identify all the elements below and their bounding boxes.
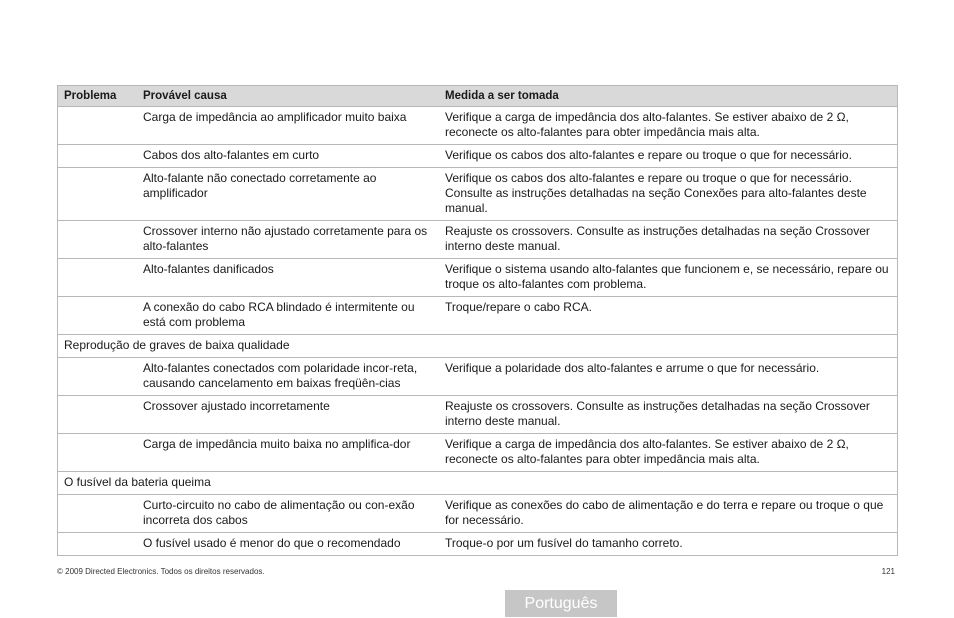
problem-cell: [58, 434, 137, 472]
header-action: Medida a ser tomada: [439, 86, 898, 107]
table-row: [58, 495, 898, 533]
copyright-notice: © 2009 Directed Electronics. Todos os direitos reservados.: [57, 567, 265, 576]
problem-cell: [58, 259, 137, 297]
cause-cell: Alto-falantes danificados: [137, 259, 439, 297]
problem-cell: [58, 221, 137, 259]
action-cell: Reajuste os crossovers. Consulte as instruções detalhadas na seção Crossover interno deste manual.: [439, 396, 898, 434]
page-number: 121: [881, 567, 895, 576]
table-row: [58, 145, 898, 168]
cause-cell: Carga de impedância muito baixa no amplifica-dor: [137, 434, 439, 472]
cause-cell: A conexão do cabo RCA blindado é intermitente ou está com problema: [137, 297, 439, 335]
problem-cell: [58, 495, 137, 533]
language-tab: Português: [505, 590, 617, 617]
section-row: [58, 472, 898, 495]
table-row: [58, 434, 898, 472]
cause-cell: Carga de impedância ao amplificador muito baixa: [137, 107, 439, 145]
cause-cell: Crossover ajustado incorretamente: [137, 396, 439, 434]
table-row: [58, 259, 898, 297]
cause-cell: Crossover interno não ajustado corretamente para os alto-falantes: [137, 221, 439, 259]
header-cause: Provável causa: [137, 86, 439, 107]
table-header-row: [58, 86, 898, 107]
cause-cell: Cabos dos alto-falantes em curto: [137, 145, 439, 168]
section-title-fuse: O fusível da bateria queima: [58, 472, 898, 495]
action-cell: Verifique a carga de impedância dos alto-falantes. Se estiver abaixo de 2 Ω, reconecte os alto-falantes para obter impedância mais alta.: [439, 107, 898, 145]
table-row: [58, 358, 898, 396]
problem-cell: [58, 358, 137, 396]
cause-cell: O fusível usado é menor do que o recomendado: [137, 533, 439, 556]
problem-cell: [58, 168, 137, 221]
action-cell: Troque/repare o cabo RCA.: [439, 297, 898, 335]
action-cell: Verifique os cabos dos alto-falantes e repare ou troque o que for necessário.: [439, 145, 898, 168]
action-cell: Troque-o por um fusível do tamanho correto.: [439, 533, 898, 556]
troubleshooting-table: [57, 85, 898, 556]
table-row: [58, 396, 898, 434]
table-row: [58, 107, 898, 145]
table-row: [58, 533, 898, 556]
table-row: [58, 297, 898, 335]
problem-cell: [58, 396, 137, 434]
problem-cell: [58, 297, 137, 335]
action-cell: Verifique os cabos dos alto-falantes e repare ou troque o que for necessário. Consulte as instruções detalhadas na seção Conexões para alto-falantes deste manual.: [439, 168, 898, 221]
action-cell: Verifique as conexões do cabo de alimentação e do terra e repare ou troque o que for necessário.: [439, 495, 898, 533]
header-problem: Problema: [58, 86, 137, 107]
cause-cell: Curto-circuito no cabo de alimentação ou con-exão incorreta dos cabos: [137, 495, 439, 533]
action-cell: Verifique o sistema usando alto-falantes que funcionem e, se necessário, repare ou troque os alto-falantes com problema.: [439, 259, 898, 297]
problem-cell: [58, 145, 137, 168]
problem-cell: [58, 107, 137, 145]
section-row: [58, 335, 898, 358]
action-cell: Reajuste os crossovers. Consulte as instruções detalhadas na seção Crossover interno deste manual.: [439, 221, 898, 259]
action-cell: Verifique a carga de impedância dos alto-falantes. Se estiver abaixo de 2 Ω, reconecte os alto-falantes para obter impedância mais alta.: [439, 434, 898, 472]
action-cell: Verifique a polaridade dos alto-falantes e arrume o que for necessário.: [439, 358, 898, 396]
table-row: [58, 221, 898, 259]
cause-cell: Alto-falantes conectados com polaridade incor-reta, causando cancelamento em baixas freqüên-cias: [137, 358, 439, 396]
cause-cell: Alto-falante não conectado corretamente ao amplificador: [137, 168, 439, 221]
problem-cell: [58, 533, 137, 556]
table-row: [58, 168, 898, 221]
section-title-bass: Reprodução de graves de baixa qualidade: [58, 335, 898, 358]
